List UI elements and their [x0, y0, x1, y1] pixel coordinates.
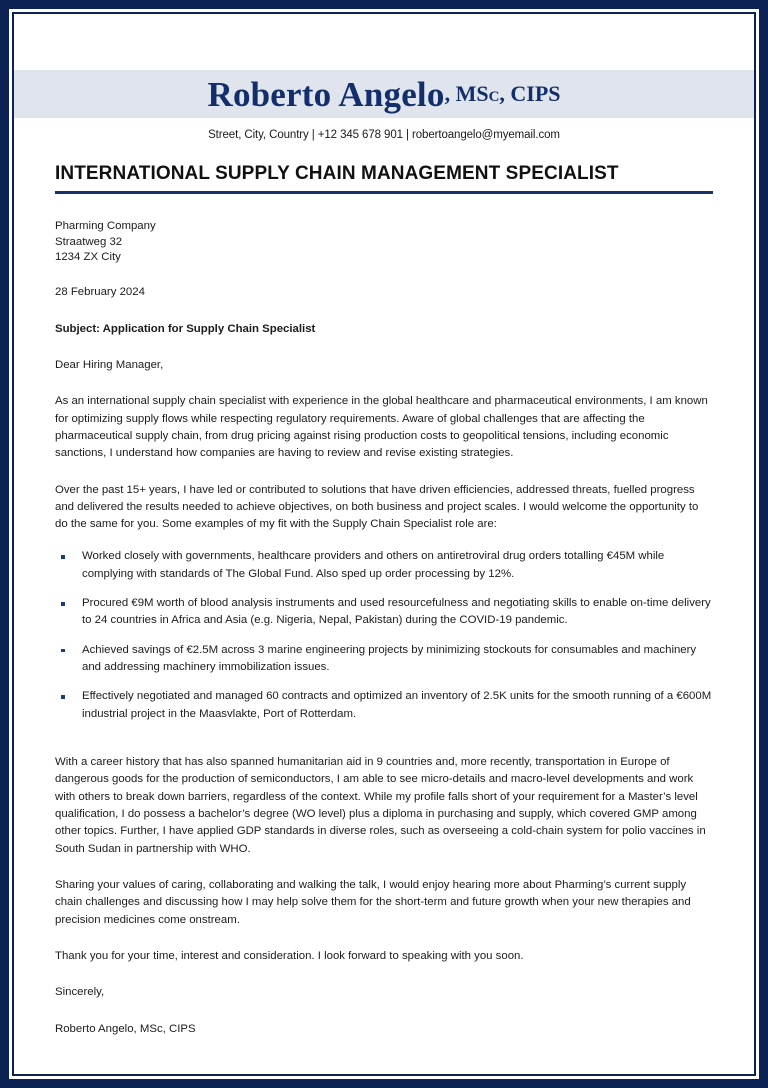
page-content-area	[12, 12, 756, 1076]
page-frame-gap	[9, 9, 759, 1079]
paragraph-experience: Over the past 15+ years, I have led or contributed to solutions that have driven efficiencies, addressed threats, fuelled progress and delivered the results needed to achieve objectives, on both business and project scales. I would welcome the opportunity to do the same for you. Some examples of my fit with the Supply Chain Specialist role are:	[55, 483, 699, 531]
candidate-credentials: , MSc, CIPS	[444, 81, 561, 106]
letter-subject: Subject: Application for Supply Chain Specialist	[55, 322, 316, 335]
headline-section	[55, 163, 713, 194]
paragraph-values: Sharing your values of caring, collaborating and walking the talk, I would enjoy hearing more about Pharming’s current supply chain challenges and discussing how I may help solve them for the short-term and future growth when your new therapies and precision medicines come onstream.	[55, 879, 691, 926]
sign-off: Sincerely,	[55, 986, 105, 999]
signature-name: Roberto Angelo, MSc, CIPS	[55, 1022, 196, 1035]
letter-date: 28 February 2024	[55, 286, 145, 299]
recipient-city: 1234 ZX City	[55, 251, 121, 264]
paragraph-career: With a career history that has also spanned humanitarian aid in 9 countries and, more recently, transportation in Europe of dangerous goods for the production of semiconductors, I am able to see micro-details and macro-level developments and work with others to break down barriers, regardless of the context. While my profile falls short of your requirement for a Master’s level qualification, I do possess a bachelor’s degree (WO level) plus a diploma in purchasing and supply, which covered GMP among other topics. Further, I have applied GDP standards in diverse roles, such as overseeing a cold-chain system for polio vaccines in South Sudan in partnership with WHO.	[55, 756, 706, 855]
recipient-street: Straatweg 32	[55, 235, 123, 248]
list-item: Achieved savings of €2.5M across 3 marine engineering projects by minimizing stockouts for consumables and machinery and addressing machinery immobilization issues.	[55, 642, 713, 689]
candidate-name: Roberto Angelo	[207, 74, 445, 114]
paragraph-intro: As an international supply chain specialist with experience in the global healthcare and pharmaceutical environments, I am known for optimizing supply flows while respecting regulatory requirements. Aware of global challenges that are affecting the pharmaceutical supply chain, from drug pricing against rising production costs to geopolitical tensions, including economic sanctions, I understand how companies are having to review and revise existing strategies.	[55, 395, 708, 460]
letter-body	[55, 194, 713, 1038]
paragraph-thanks: Thank you for your time, interest and consideration. I look forward to speaking with you soon.	[55, 950, 524, 963]
list-item: Effectively negotiated and managed 60 contracts and optimized an inventory of 2.5K units for the smooth running of a €600M industrial project in the Maasvlakte, Port of Rotterdam.	[55, 688, 713, 735]
recipient-address	[55, 219, 713, 266]
recipient-company: Pharming Company	[55, 220, 156, 232]
list-item: Procured €9M worth of blood analysis instruments and used resourcefulness and negotiating skills to enable on-time delivery to 24 countries in Africa and Asia (e.g. Nigeria, Nepal, Pakistan) during the COVID-19 pandemic.	[55, 595, 713, 642]
page-title: INTERNATIONAL SUPPLY CHAIN MANAGEMENT SPECIALIST	[55, 163, 619, 184]
letter-salutation: Dear Hiring Manager,	[55, 358, 164, 371]
list-item: Worked closely with governments, healthcare providers and others on antiretroviral drug orders totalling €45M while complying with standards of The Global Fund. Also sped up order processing by 12%.	[55, 548, 713, 595]
name-banner	[14, 70, 754, 118]
contact-line: Street, City, Country | +12 345 678 901 | robertoangelo@myemail.com	[208, 129, 560, 141]
achievements-list	[55, 533, 713, 735]
